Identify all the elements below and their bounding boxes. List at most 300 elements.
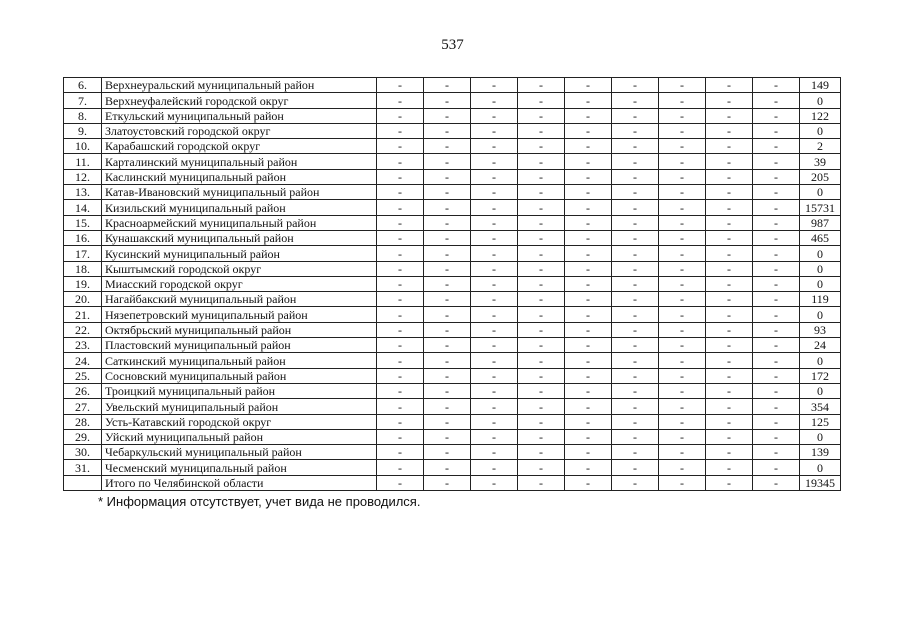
district-name: Чебаркульский муниципальный район bbox=[102, 445, 377, 460]
empty-value-cell: - bbox=[659, 139, 706, 154]
empty-value-cell: - bbox=[565, 383, 612, 398]
empty-value-cell: - bbox=[565, 78, 612, 93]
district-name: Саткинский муниципальный район bbox=[102, 353, 377, 368]
district-name: Верхнеуфалейский городской округ bbox=[102, 93, 377, 108]
district-name: Златоустовский городской округ bbox=[102, 123, 377, 138]
empty-value-cell: - bbox=[377, 169, 424, 184]
empty-value-cell: - bbox=[659, 169, 706, 184]
empty-value-cell: - bbox=[659, 93, 706, 108]
district-name: Еткульский муниципальный район bbox=[102, 108, 377, 123]
empty-value-cell: - bbox=[612, 353, 659, 368]
empty-value-cell: - bbox=[518, 108, 565, 123]
table-row bbox=[64, 383, 841, 398]
count-value: 354 bbox=[800, 399, 841, 414]
count-value: 125 bbox=[800, 414, 841, 429]
table-row bbox=[64, 108, 841, 123]
empty-value-cell: - bbox=[753, 429, 800, 444]
empty-value-cell: - bbox=[518, 215, 565, 230]
empty-value-cell: - bbox=[753, 383, 800, 398]
empty-value-cell: - bbox=[659, 215, 706, 230]
table-row bbox=[64, 78, 841, 93]
count-value: 39 bbox=[800, 154, 841, 169]
count-value: 0 bbox=[800, 307, 841, 322]
empty-value-cell: - bbox=[424, 93, 471, 108]
empty-value-cell: - bbox=[424, 185, 471, 200]
count-value: 139 bbox=[800, 445, 841, 460]
district-name: Кыштымский городской округ bbox=[102, 261, 377, 276]
empty-value-cell: - bbox=[471, 139, 518, 154]
table-row bbox=[64, 368, 841, 383]
empty-value-cell: - bbox=[518, 276, 565, 291]
empty-value-cell: - bbox=[518, 445, 565, 460]
empty-value-cell: - bbox=[706, 460, 753, 475]
count-value: 149 bbox=[800, 78, 841, 93]
empty-value-cell: - bbox=[612, 338, 659, 353]
row-number: 13. bbox=[64, 185, 102, 200]
empty-value-cell: - bbox=[659, 383, 706, 398]
empty-value-cell: - bbox=[377, 230, 424, 245]
empty-value-cell: - bbox=[706, 169, 753, 184]
empty-value-cell: - bbox=[612, 78, 659, 93]
data-table bbox=[63, 77, 841, 491]
empty-value-cell: - bbox=[612, 368, 659, 383]
empty-value-cell: - bbox=[565, 139, 612, 154]
district-name: Кусинский муниципальный район bbox=[102, 246, 377, 261]
empty-value-cell: - bbox=[612, 322, 659, 337]
table-body bbox=[64, 78, 841, 491]
empty-value-cell: - bbox=[471, 353, 518, 368]
empty-value-cell: - bbox=[424, 368, 471, 383]
empty-value-cell: - bbox=[377, 78, 424, 93]
empty-value-cell: - bbox=[706, 185, 753, 200]
empty-value-cell: - bbox=[612, 292, 659, 307]
district-name: Усть-Катавский городской округ bbox=[102, 414, 377, 429]
row-number: 8. bbox=[64, 108, 102, 123]
empty-value-cell: - bbox=[565, 338, 612, 353]
empty-value-cell: - bbox=[612, 460, 659, 475]
empty-value-cell: - bbox=[753, 139, 800, 154]
empty-value-cell: - bbox=[424, 292, 471, 307]
empty-value-cell: - bbox=[706, 399, 753, 414]
empty-value-cell: - bbox=[377, 307, 424, 322]
empty-value-cell: - bbox=[659, 414, 706, 429]
empty-value-cell: - bbox=[706, 246, 753, 261]
empty-value-cell: - bbox=[377, 368, 424, 383]
table-row bbox=[64, 246, 841, 261]
empty-value-cell: - bbox=[424, 78, 471, 93]
empty-value-cell: - bbox=[706, 383, 753, 398]
empty-value-cell: - bbox=[659, 475, 706, 490]
empty-value-cell: - bbox=[471, 154, 518, 169]
district-name: Карабашский городской округ bbox=[102, 139, 377, 154]
count-value: 0 bbox=[800, 460, 841, 475]
row-number: 24. bbox=[64, 353, 102, 368]
empty-value-cell: - bbox=[706, 123, 753, 138]
district-name: Каслинский муниципальный район bbox=[102, 169, 377, 184]
count-value: 0 bbox=[800, 429, 841, 444]
empty-value-cell: - bbox=[471, 338, 518, 353]
count-value: 172 bbox=[800, 368, 841, 383]
district-name: Верхнеуральский муниципальный район bbox=[102, 78, 377, 93]
empty-value-cell: - bbox=[753, 78, 800, 93]
empty-value-cell: - bbox=[377, 460, 424, 475]
empty-value-cell: - bbox=[377, 108, 424, 123]
empty-value-cell: - bbox=[659, 246, 706, 261]
empty-value-cell: - bbox=[659, 200, 706, 215]
district-name: Сосновский муниципальный район bbox=[102, 368, 377, 383]
empty-value-cell: - bbox=[377, 200, 424, 215]
count-value: 122 bbox=[800, 108, 841, 123]
count-value: 465 bbox=[800, 230, 841, 245]
empty-value-cell: - bbox=[753, 261, 800, 276]
empty-value-cell: - bbox=[659, 292, 706, 307]
empty-value-cell: - bbox=[612, 276, 659, 291]
empty-value-cell: - bbox=[612, 215, 659, 230]
row-number: 25. bbox=[64, 368, 102, 383]
empty-value-cell: - bbox=[471, 78, 518, 93]
district-name: Троицкий муниципальный район bbox=[102, 383, 377, 398]
row-number: 7. bbox=[64, 93, 102, 108]
empty-value-cell: - bbox=[565, 185, 612, 200]
empty-value-cell: - bbox=[377, 383, 424, 398]
empty-value-cell: - bbox=[518, 338, 565, 353]
count-value: 19345 bbox=[800, 475, 841, 490]
district-name: Уйский муниципальный район bbox=[102, 429, 377, 444]
table-row bbox=[64, 200, 841, 215]
empty-value-cell: - bbox=[753, 368, 800, 383]
empty-value-cell: - bbox=[377, 93, 424, 108]
table-row bbox=[64, 261, 841, 276]
empty-value-cell: - bbox=[753, 475, 800, 490]
empty-value-cell: - bbox=[377, 154, 424, 169]
empty-value-cell: - bbox=[424, 200, 471, 215]
empty-value-cell: - bbox=[753, 123, 800, 138]
table-row bbox=[64, 475, 841, 490]
empty-value-cell: - bbox=[565, 368, 612, 383]
empty-value-cell: - bbox=[706, 475, 753, 490]
empty-value-cell: - bbox=[565, 108, 612, 123]
empty-value-cell: - bbox=[612, 123, 659, 138]
empty-value-cell: - bbox=[659, 108, 706, 123]
count-value: 0 bbox=[800, 353, 841, 368]
empty-value-cell: - bbox=[377, 475, 424, 490]
empty-value-cell: - bbox=[753, 292, 800, 307]
empty-value-cell: - bbox=[659, 261, 706, 276]
empty-value-cell: - bbox=[377, 261, 424, 276]
empty-value-cell: - bbox=[565, 276, 612, 291]
empty-value-cell: - bbox=[612, 261, 659, 276]
empty-value-cell: - bbox=[565, 307, 612, 322]
empty-value-cell: - bbox=[377, 399, 424, 414]
empty-value-cell: - bbox=[518, 123, 565, 138]
empty-value-cell: - bbox=[706, 200, 753, 215]
row-number: 10. bbox=[64, 139, 102, 154]
empty-value-cell: - bbox=[424, 307, 471, 322]
empty-value-cell: - bbox=[659, 154, 706, 169]
empty-value-cell: - bbox=[753, 322, 800, 337]
empty-value-cell: - bbox=[753, 338, 800, 353]
empty-value-cell: - bbox=[424, 139, 471, 154]
empty-value-cell: - bbox=[518, 200, 565, 215]
row-number: 19. bbox=[64, 276, 102, 291]
empty-value-cell: - bbox=[424, 383, 471, 398]
count-value: 0 bbox=[800, 246, 841, 261]
empty-value-cell: - bbox=[377, 414, 424, 429]
empty-value-cell: - bbox=[565, 123, 612, 138]
empty-value-cell: - bbox=[659, 230, 706, 245]
empty-value-cell: - bbox=[612, 445, 659, 460]
empty-value-cell: - bbox=[518, 368, 565, 383]
row-number: 27. bbox=[64, 399, 102, 414]
empty-value-cell: - bbox=[424, 353, 471, 368]
empty-value-cell: - bbox=[518, 475, 565, 490]
empty-value-cell: - bbox=[706, 154, 753, 169]
empty-value-cell: - bbox=[706, 93, 753, 108]
empty-value-cell: - bbox=[659, 368, 706, 383]
row-number bbox=[64, 475, 102, 490]
table-row bbox=[64, 353, 841, 368]
row-number: 21. bbox=[64, 307, 102, 322]
empty-value-cell: - bbox=[659, 445, 706, 460]
empty-value-cell: - bbox=[706, 353, 753, 368]
empty-value-cell: - bbox=[706, 230, 753, 245]
count-value: 0 bbox=[800, 383, 841, 398]
empty-value-cell: - bbox=[612, 108, 659, 123]
table-row bbox=[64, 93, 841, 108]
empty-value-cell: - bbox=[471, 246, 518, 261]
empty-value-cell: - bbox=[424, 445, 471, 460]
empty-value-cell: - bbox=[471, 368, 518, 383]
empty-value-cell: - bbox=[612, 154, 659, 169]
table-row bbox=[64, 154, 841, 169]
empty-value-cell: - bbox=[659, 429, 706, 444]
table-row bbox=[64, 139, 841, 154]
row-number: 22. bbox=[64, 322, 102, 337]
empty-value-cell: - bbox=[424, 276, 471, 291]
empty-value-cell: - bbox=[565, 261, 612, 276]
empty-value-cell: - bbox=[518, 230, 565, 245]
row-number: 30. bbox=[64, 445, 102, 460]
empty-value-cell: - bbox=[424, 414, 471, 429]
empty-value-cell: - bbox=[518, 154, 565, 169]
district-name: Октябрьский муниципальный район bbox=[102, 322, 377, 337]
empty-value-cell: - bbox=[518, 353, 565, 368]
empty-value-cell: - bbox=[471, 429, 518, 444]
row-number: 29. bbox=[64, 429, 102, 444]
empty-value-cell: - bbox=[706, 429, 753, 444]
empty-value-cell: - bbox=[612, 200, 659, 215]
empty-value-cell: - bbox=[753, 108, 800, 123]
page-number: 537 bbox=[441, 37, 464, 53]
empty-value-cell: - bbox=[424, 338, 471, 353]
empty-value-cell: - bbox=[659, 185, 706, 200]
empty-value-cell: - bbox=[377, 429, 424, 444]
empty-value-cell: - bbox=[424, 475, 471, 490]
row-number: 12. bbox=[64, 169, 102, 184]
empty-value-cell: - bbox=[659, 353, 706, 368]
row-number: 6. bbox=[64, 78, 102, 93]
count-value: 0 bbox=[800, 93, 841, 108]
count-value: 24 bbox=[800, 338, 841, 353]
empty-value-cell: - bbox=[518, 429, 565, 444]
empty-value-cell: - bbox=[612, 185, 659, 200]
row-number: 18. bbox=[64, 261, 102, 276]
empty-value-cell: - bbox=[659, 78, 706, 93]
empty-value-cell: - bbox=[612, 169, 659, 184]
empty-value-cell: - bbox=[612, 230, 659, 245]
empty-value-cell: - bbox=[471, 460, 518, 475]
empty-value-cell: - bbox=[659, 399, 706, 414]
empty-value-cell: - bbox=[424, 322, 471, 337]
empty-value-cell: - bbox=[377, 139, 424, 154]
empty-value-cell: - bbox=[424, 215, 471, 230]
empty-value-cell: - bbox=[471, 123, 518, 138]
empty-value-cell: - bbox=[753, 200, 800, 215]
empty-value-cell: - bbox=[612, 475, 659, 490]
table-row bbox=[64, 429, 841, 444]
empty-value-cell: - bbox=[753, 414, 800, 429]
count-value: 987 bbox=[800, 215, 841, 230]
empty-value-cell: - bbox=[565, 475, 612, 490]
empty-value-cell: - bbox=[753, 399, 800, 414]
empty-value-cell: - bbox=[565, 460, 612, 475]
empty-value-cell: - bbox=[518, 292, 565, 307]
table-row bbox=[64, 276, 841, 291]
district-name: Пластовский муниципальный район bbox=[102, 338, 377, 353]
empty-value-cell: - bbox=[753, 93, 800, 108]
table-row bbox=[64, 445, 841, 460]
empty-value-cell: - bbox=[377, 215, 424, 230]
district-name: Катав-Ивановский муниципальный район bbox=[102, 185, 377, 200]
table-row bbox=[64, 338, 841, 353]
empty-value-cell: - bbox=[706, 368, 753, 383]
empty-value-cell: - bbox=[706, 414, 753, 429]
empty-value-cell: - bbox=[565, 200, 612, 215]
empty-value-cell: - bbox=[471, 445, 518, 460]
empty-value-cell: - bbox=[471, 399, 518, 414]
empty-value-cell: - bbox=[565, 169, 612, 184]
empty-value-cell: - bbox=[706, 338, 753, 353]
table-row bbox=[64, 414, 841, 429]
empty-value-cell: - bbox=[471, 276, 518, 291]
empty-value-cell: - bbox=[424, 261, 471, 276]
empty-value-cell: - bbox=[706, 78, 753, 93]
empty-value-cell: - bbox=[424, 399, 471, 414]
empty-value-cell: - bbox=[753, 169, 800, 184]
table-row bbox=[64, 460, 841, 475]
empty-value-cell: - bbox=[424, 246, 471, 261]
district-name: Нязепетровский муниципальный район bbox=[102, 307, 377, 322]
empty-value-cell: - bbox=[659, 460, 706, 475]
empty-value-cell: - bbox=[377, 353, 424, 368]
count-value: 119 bbox=[800, 292, 841, 307]
footnote: * Информация отсутствует, учет вида не проводился. bbox=[98, 494, 421, 509]
empty-value-cell: - bbox=[518, 261, 565, 276]
empty-value-cell: - bbox=[612, 383, 659, 398]
empty-value-cell: - bbox=[612, 414, 659, 429]
count-value: 15731 bbox=[800, 200, 841, 215]
empty-value-cell: - bbox=[612, 399, 659, 414]
district-name: Нагайбакский муниципальный район bbox=[102, 292, 377, 307]
empty-value-cell: - bbox=[518, 169, 565, 184]
empty-value-cell: - bbox=[612, 139, 659, 154]
empty-value-cell: - bbox=[565, 215, 612, 230]
table-row bbox=[64, 230, 841, 245]
district-name: Кизильский муниципальный район bbox=[102, 200, 377, 215]
empty-value-cell: - bbox=[518, 185, 565, 200]
empty-value-cell: - bbox=[424, 154, 471, 169]
row-number: 20. bbox=[64, 292, 102, 307]
empty-value-cell: - bbox=[424, 230, 471, 245]
empty-value-cell: - bbox=[377, 185, 424, 200]
empty-value-cell: - bbox=[471, 475, 518, 490]
empty-value-cell: - bbox=[518, 414, 565, 429]
empty-value-cell: - bbox=[565, 353, 612, 368]
empty-value-cell: - bbox=[565, 292, 612, 307]
empty-value-cell: - bbox=[471, 414, 518, 429]
empty-value-cell: - bbox=[377, 276, 424, 291]
empty-value-cell: - bbox=[424, 108, 471, 123]
empty-value-cell: - bbox=[471, 185, 518, 200]
empty-value-cell: - bbox=[471, 292, 518, 307]
empty-value-cell: - bbox=[753, 460, 800, 475]
empty-value-cell: - bbox=[471, 169, 518, 184]
empty-value-cell: - bbox=[706, 445, 753, 460]
empty-value-cell: - bbox=[471, 230, 518, 245]
empty-value-cell: - bbox=[377, 445, 424, 460]
district-name: Карталинский муниципальный район bbox=[102, 154, 377, 169]
empty-value-cell: - bbox=[471, 261, 518, 276]
row-number: 11. bbox=[64, 154, 102, 169]
empty-value-cell: - bbox=[659, 276, 706, 291]
empty-value-cell: - bbox=[377, 338, 424, 353]
empty-value-cell: - bbox=[471, 307, 518, 322]
empty-value-cell: - bbox=[753, 154, 800, 169]
empty-value-cell: - bbox=[518, 383, 565, 398]
count-value: 0 bbox=[800, 276, 841, 291]
count-value: 0 bbox=[800, 261, 841, 276]
empty-value-cell: - bbox=[518, 460, 565, 475]
count-value: 0 bbox=[800, 185, 841, 200]
empty-value-cell: - bbox=[565, 414, 612, 429]
empty-value-cell: - bbox=[377, 292, 424, 307]
row-number: 28. bbox=[64, 414, 102, 429]
empty-value-cell: - bbox=[753, 276, 800, 291]
count-value: 0 bbox=[800, 123, 841, 138]
empty-value-cell: - bbox=[518, 399, 565, 414]
empty-value-cell: - bbox=[424, 123, 471, 138]
empty-value-cell: - bbox=[424, 460, 471, 475]
empty-value-cell: - bbox=[565, 322, 612, 337]
empty-value-cell: - bbox=[471, 93, 518, 108]
row-number: 31. bbox=[64, 460, 102, 475]
empty-value-cell: - bbox=[471, 108, 518, 123]
row-number: 26. bbox=[64, 383, 102, 398]
empty-value-cell: - bbox=[471, 200, 518, 215]
empty-value-cell: - bbox=[612, 307, 659, 322]
empty-value-cell: - bbox=[659, 338, 706, 353]
empty-value-cell: - bbox=[471, 383, 518, 398]
empty-value-cell: - bbox=[706, 322, 753, 337]
empty-value-cell: - bbox=[565, 429, 612, 444]
empty-value-cell: - bbox=[518, 93, 565, 108]
empty-value-cell: - bbox=[565, 230, 612, 245]
empty-value-cell: - bbox=[659, 123, 706, 138]
count-value: 93 bbox=[800, 322, 841, 337]
table-row bbox=[64, 399, 841, 414]
table-row bbox=[64, 292, 841, 307]
empty-value-cell: - bbox=[471, 215, 518, 230]
